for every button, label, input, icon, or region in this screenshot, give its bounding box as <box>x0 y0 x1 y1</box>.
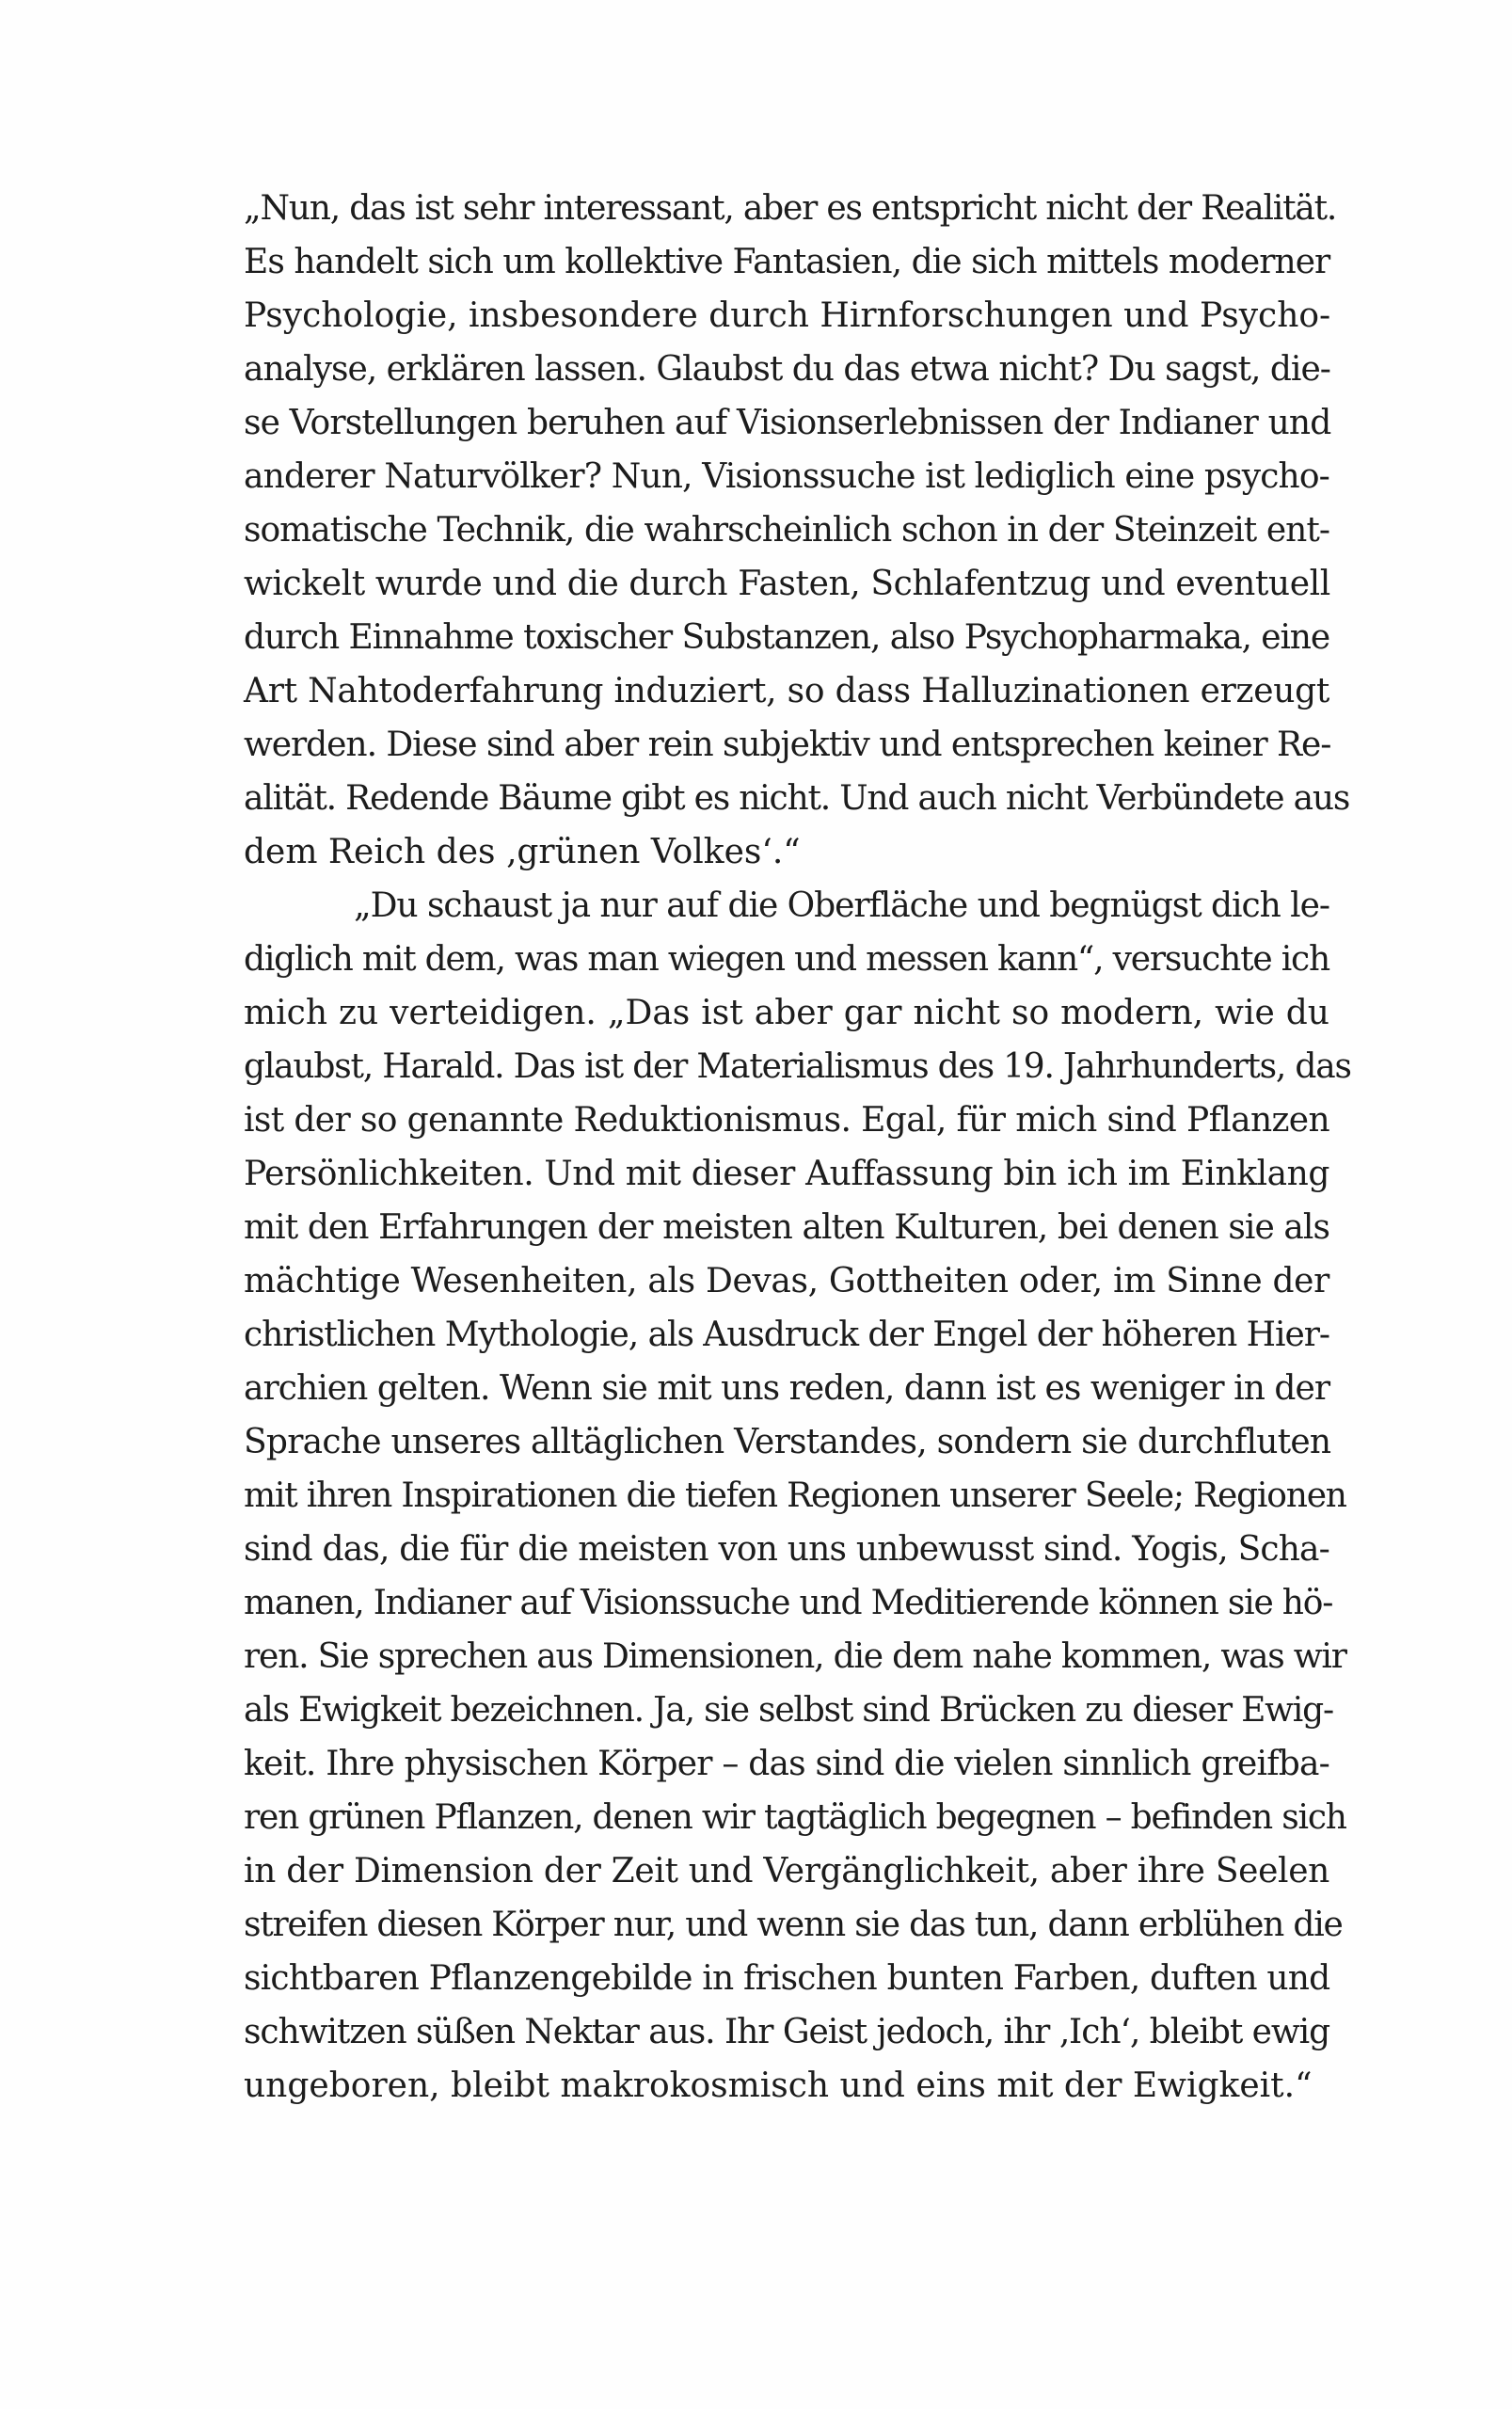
paragraph-1 <box>244 182 1350 879</box>
text-line: als Ewigkeit bezeichnen. Ja, sie selbst sind Brücken zu dieser Ewig- <box>244 1691 1333 1730</box>
text-line: Persönlichkeiten. Und mit dieser Auffassung bin ich im Einklang <box>244 1155 1329 1193</box>
text-line: werden. Diese sind aber rein subjektiv und entsprechen keiner Re- <box>244 726 1331 764</box>
text-line: glaubst, Harald. Das ist der Materialismus des 19. Jahrhunderts, das <box>244 1047 1351 1086</box>
text-line: „Nun, das ist sehr interessant, aber es entspricht nicht der Realität. <box>244 189 1337 228</box>
text-line: durch Einnahme toxischer Substanzen, also Psychopharmaka, eine <box>244 618 1329 657</box>
text-line: in der Dimension der Zeit und Vergänglichkeit, aber ihre Seelen <box>244 1852 1329 1891</box>
text-line: mich zu verteidigen. „Das ist aber gar nicht so modern, wie du <box>244 994 1329 1032</box>
text-line: sind das, die für die meisten von uns unbewusst sind. Yogis, Scha- <box>244 1530 1329 1569</box>
text-line: archien gelten. Wenn sie mit uns reden, dann ist es weniger in der <box>244 1369 1330 1408</box>
text-line: ist der so genannte Reduktionismus. Egal, für mich sind Pflanzen <box>244 1101 1329 1140</box>
text-line: ungeboren, bleibt makrokosmisch und eins mit der Ewigkeit.“ <box>244 2066 1313 2105</box>
text-line: ren grünen Pflanzen, denen wir tagtäglich begegnen – befinden sich <box>244 1798 1346 1837</box>
text-line: schwitzen süßen Nektar aus. Ihr Geist jedoch, ihr ‚Ich‘, bleibt ewig <box>244 2013 1330 2051</box>
text-line: sichtbaren Pflanzengebilde in frischen bunten Farben, duften und <box>244 1959 1330 1998</box>
text-line: diglich mit dem, was man wiegen und messen kann“, versuchte ich <box>244 940 1329 979</box>
text-line: wickelt wurde und die durch Fasten, Schlafentzug und eventuell <box>244 565 1330 603</box>
text-line: Psychologie, insbesondere durch Hirnforschungen und Psycho- <box>244 296 1331 335</box>
text-line: mit ihren Inspirationen die tiefen Regionen unserer Seele; Regionen <box>244 1476 1346 1515</box>
text-line: streifen diesen Körper nur, und wenn sie das tun, dann erblühen die <box>244 1906 1343 1944</box>
text-line: Sprache unseres alltäglichen Verstandes, sondern sie durchfluten <box>244 1423 1331 1461</box>
text-line: Art Nahtoderfahrung induziert, so dass Halluzinationen erzeugt <box>244 672 1329 710</box>
text-line: mit den Erfahrungen der meisten alten Kulturen, bei denen sie als <box>244 1208 1329 1247</box>
text-line: manen, Indianer auf Visionssuche und Meditierende können sie hö- <box>244 1584 1333 1622</box>
text-line: se Vorstellungen beruhen auf Visionserlebnissen der Indianer und <box>244 404 1331 442</box>
text-line: analyse, erklären lassen. Glaubst du das etwa nicht? Du sagst, die- <box>244 350 1330 389</box>
text-line: Es handelt sich um kollektive Fantasien, die sich mittels moderner <box>244 243 1330 281</box>
text-line: „Du schaust ja nur auf die Oberfläche und begnügst dich le- <box>354 886 1329 925</box>
text-line: christlichen Mythologie, als Ausdruck der Engel der höheren Hier- <box>244 1316 1329 1354</box>
body-text <box>244 182 1351 2113</box>
text-line: anderer Naturvölker? Nun, Visionssuche ist lediglich eine psycho- <box>244 457 1329 496</box>
text-line: ren. Sie sprechen aus Dimensionen, die dem nahe kommen, was wir <box>244 1637 1346 1676</box>
text-line: mächtige Wesenheiten, als Devas, Gottheiten oder, im Sinne der <box>244 1262 1329 1300</box>
text-line: dem Reich des ‚grünen Volkes‘.“ <box>244 833 801 871</box>
text-line: alität. Redende Bäume gibt es nicht. Und auch nicht Verbündete aus <box>244 779 1350 818</box>
paragraph-2 <box>244 879 1351 2113</box>
text-line: somatische Technik, die wahrscheinlich schon in der Steinzeit ent- <box>244 511 1329 550</box>
text-line: keit. Ihre physischen Körper – das sind die vielen sinnlich greifba- <box>244 1745 1329 1783</box>
